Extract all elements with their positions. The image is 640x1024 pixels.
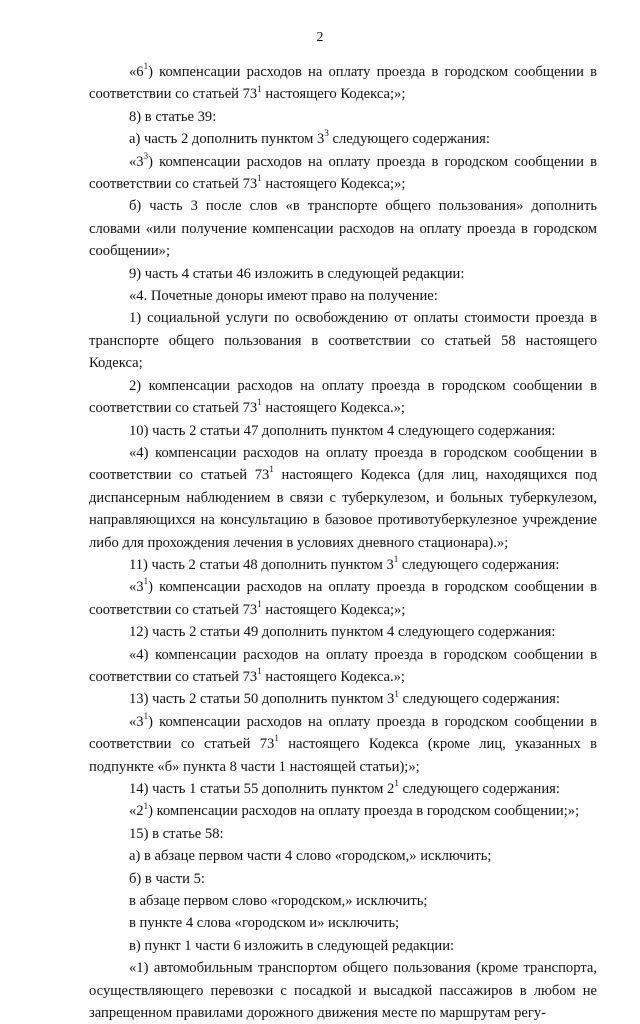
text-run: «6 [129, 64, 144, 80]
paragraph [89, 823, 597, 845]
superscript: 1 [257, 598, 262, 609]
text-run: «3 [129, 153, 144, 170]
superscript: 1 [143, 576, 149, 587]
paragraph [89, 195, 597, 262]
text-run: ) компенсации расходов на оплату проезда в городском сообщении;»; [148, 803, 580, 820]
paragraph [89, 442, 597, 554]
text-run: настоящего Кодекса.»; [261, 400, 405, 417]
text-run: настоящего Кодекса (для лиц, находящихся под диспансерным наблюдением в связи с туберкулезом, и больных туберкулезом, направляющихся на консультацию в базовое противотуберкулезное учреждение либо для прохождения лечения в условиях дневного стационара).»; [89, 467, 598, 551]
text-run: «1) автомобильным транспортом общего пользования (кроме транспорта, осуществляющего перевозки с посадкой и высадкой пассажиров в любом не запрещенном правилами дорожного движения месте по маршрутам регу- [89, 960, 597, 1022]
text-run: в) пункт 1 части 6 изложить в следующей редакции: [129, 937, 455, 954]
text-run: а) в абзаце первом части 4 слово «городском,» исключить; [129, 848, 492, 865]
paragraph [89, 576, 597, 621]
text-run: следующего содержания: [398, 691, 560, 708]
superscript: 3 [324, 128, 329, 139]
superscript: 1 [257, 397, 262, 408]
paragraph [89, 375, 597, 420]
text-run: 13) часть 2 статьи 50 дополнить пунктом 3 [129, 691, 395, 708]
paragraph [89, 912, 597, 934]
paragraph [89, 644, 597, 689]
text-run: ) компенсации расходов на оплату проезда в городском сообщении в соответствии со статьей 73 [89, 153, 597, 193]
superscript: 1 [269, 464, 274, 475]
text-run: «4) компенсации расходов на оплату проезда в городском сообщении в соответствии со статьей 73 [89, 646, 597, 685]
text-run: «4) компенсации расходов на оплату проезда в городском сообщении в соответствии со статьей 73 [89, 444, 597, 484]
document-body [89, 61, 597, 1024]
text-run: следующего содержания: [398, 556, 560, 573]
text-run: в абзаце первом слово «городском,» исключить; [129, 893, 428, 910]
text-run: 15) в статье 58: [129, 825, 224, 842]
paragraph [89, 957, 597, 1024]
text-run: б) в части 5: [129, 870, 205, 887]
text-run: «3 [129, 713, 144, 730]
paragraph [89, 621, 597, 643]
superscript: 1 [257, 83, 262, 94]
paragraph [89, 935, 597, 957]
paragraph [89, 285, 597, 307]
paragraph [89, 711, 597, 778]
text-run: ) компенсации расходов на оплату проезда в городском сообщении в соответствии со статьей 73 [89, 713, 597, 753]
page-number: 2 [316, 30, 324, 45]
superscript: 1 [143, 61, 149, 72]
text-run: 11) часть 2 статьи 48 дополнить пунктом 3 [129, 556, 394, 573]
text-run: ) компенсации расходов на оплату проезда в городском сообщении в соответствии со статьей 73 [89, 579, 597, 618]
text-run: а) часть 2 дополнить пунктом 3 [129, 131, 325, 148]
superscript: 1 [257, 666, 262, 677]
text-run: 12) часть 2 статьи 49 дополнить пунктом 4 следующего содержания: [129, 624, 556, 641]
text-run: следующего содержания: [328, 131, 490, 148]
text-run: 14) часть 1 статьи 55 дополнить пунктом 2 [129, 781, 395, 797]
paragraph [89, 307, 597, 374]
text-run: настоящего Кодекса (кроме лиц, указанных в подпункте «б» пункта 8 части 1 настоящей статьи);»; [89, 736, 597, 775]
superscript: 1 [143, 710, 149, 721]
text-run: настоящего Кодекса;»; [261, 176, 406, 193]
paragraph [89, 778, 597, 800]
text-run: 9) часть 4 статьи 46 изложить в следующей редакции: [129, 265, 465, 282]
paragraph [89, 263, 597, 285]
text-run: «2 [129, 803, 144, 820]
superscript: 3 [143, 150, 149, 161]
text-run: 8) в статье 39: [129, 108, 217, 125]
superscript: 1 [394, 688, 399, 699]
paragraph [89, 868, 597, 890]
text-run: «4. Почетные доноры имеют право на получение: [129, 288, 438, 305]
paragraph [89, 554, 597, 576]
superscript: 1 [143, 800, 149, 811]
paragraph [89, 61, 597, 106]
paragraph [89, 151, 597, 196]
paragraph [89, 800, 597, 822]
text-run: в пункте 4 слова «городском и» исключить; [129, 915, 400, 932]
text-run: настоящего Кодекса;»; [261, 601, 406, 618]
paragraph [89, 106, 597, 128]
text-run: 10) часть 2 статьи 47 дополнить пунктом 4 следующего содержания: [129, 422, 556, 439]
paragraph [89, 845, 597, 867]
paragraph [89, 128, 597, 150]
paragraph [89, 890, 597, 912]
text-run: 1) социальной услуги по освобождению от оплаты стоимости проезда в транспорте общего пользования в соответствии со статьей 58 настоящего Кодекса; [89, 310, 597, 372]
superscript: 1 [393, 554, 399, 565]
text-run: 2) компенсации расходов на оплату проезда в городском сообщении в соответствии со статьей 73 [89, 377, 597, 417]
superscript: 1 [394, 778, 399, 789]
paragraph [89, 688, 597, 710]
paragraph [89, 420, 597, 442]
text-run: ) компенсации расходов на оплату проезда в городском сообщении в соответствии со статьей 73 [89, 64, 597, 103]
text-run: настоящего Кодекса.»; [261, 668, 405, 685]
text-run: настоящего Кодекса;»; [261, 86, 406, 103]
superscript: 1 [257, 173, 262, 184]
text-run: «3 [129, 579, 144, 596]
superscript: 1 [274, 733, 279, 744]
text-run: следующего содержания: [398, 781, 560, 797]
text-run: б) часть 3 после слов «в транспорте общего пользования» дополнить словами «или получение компенсации расходов на оплату проезда в городском сообщении»; [89, 198, 597, 260]
